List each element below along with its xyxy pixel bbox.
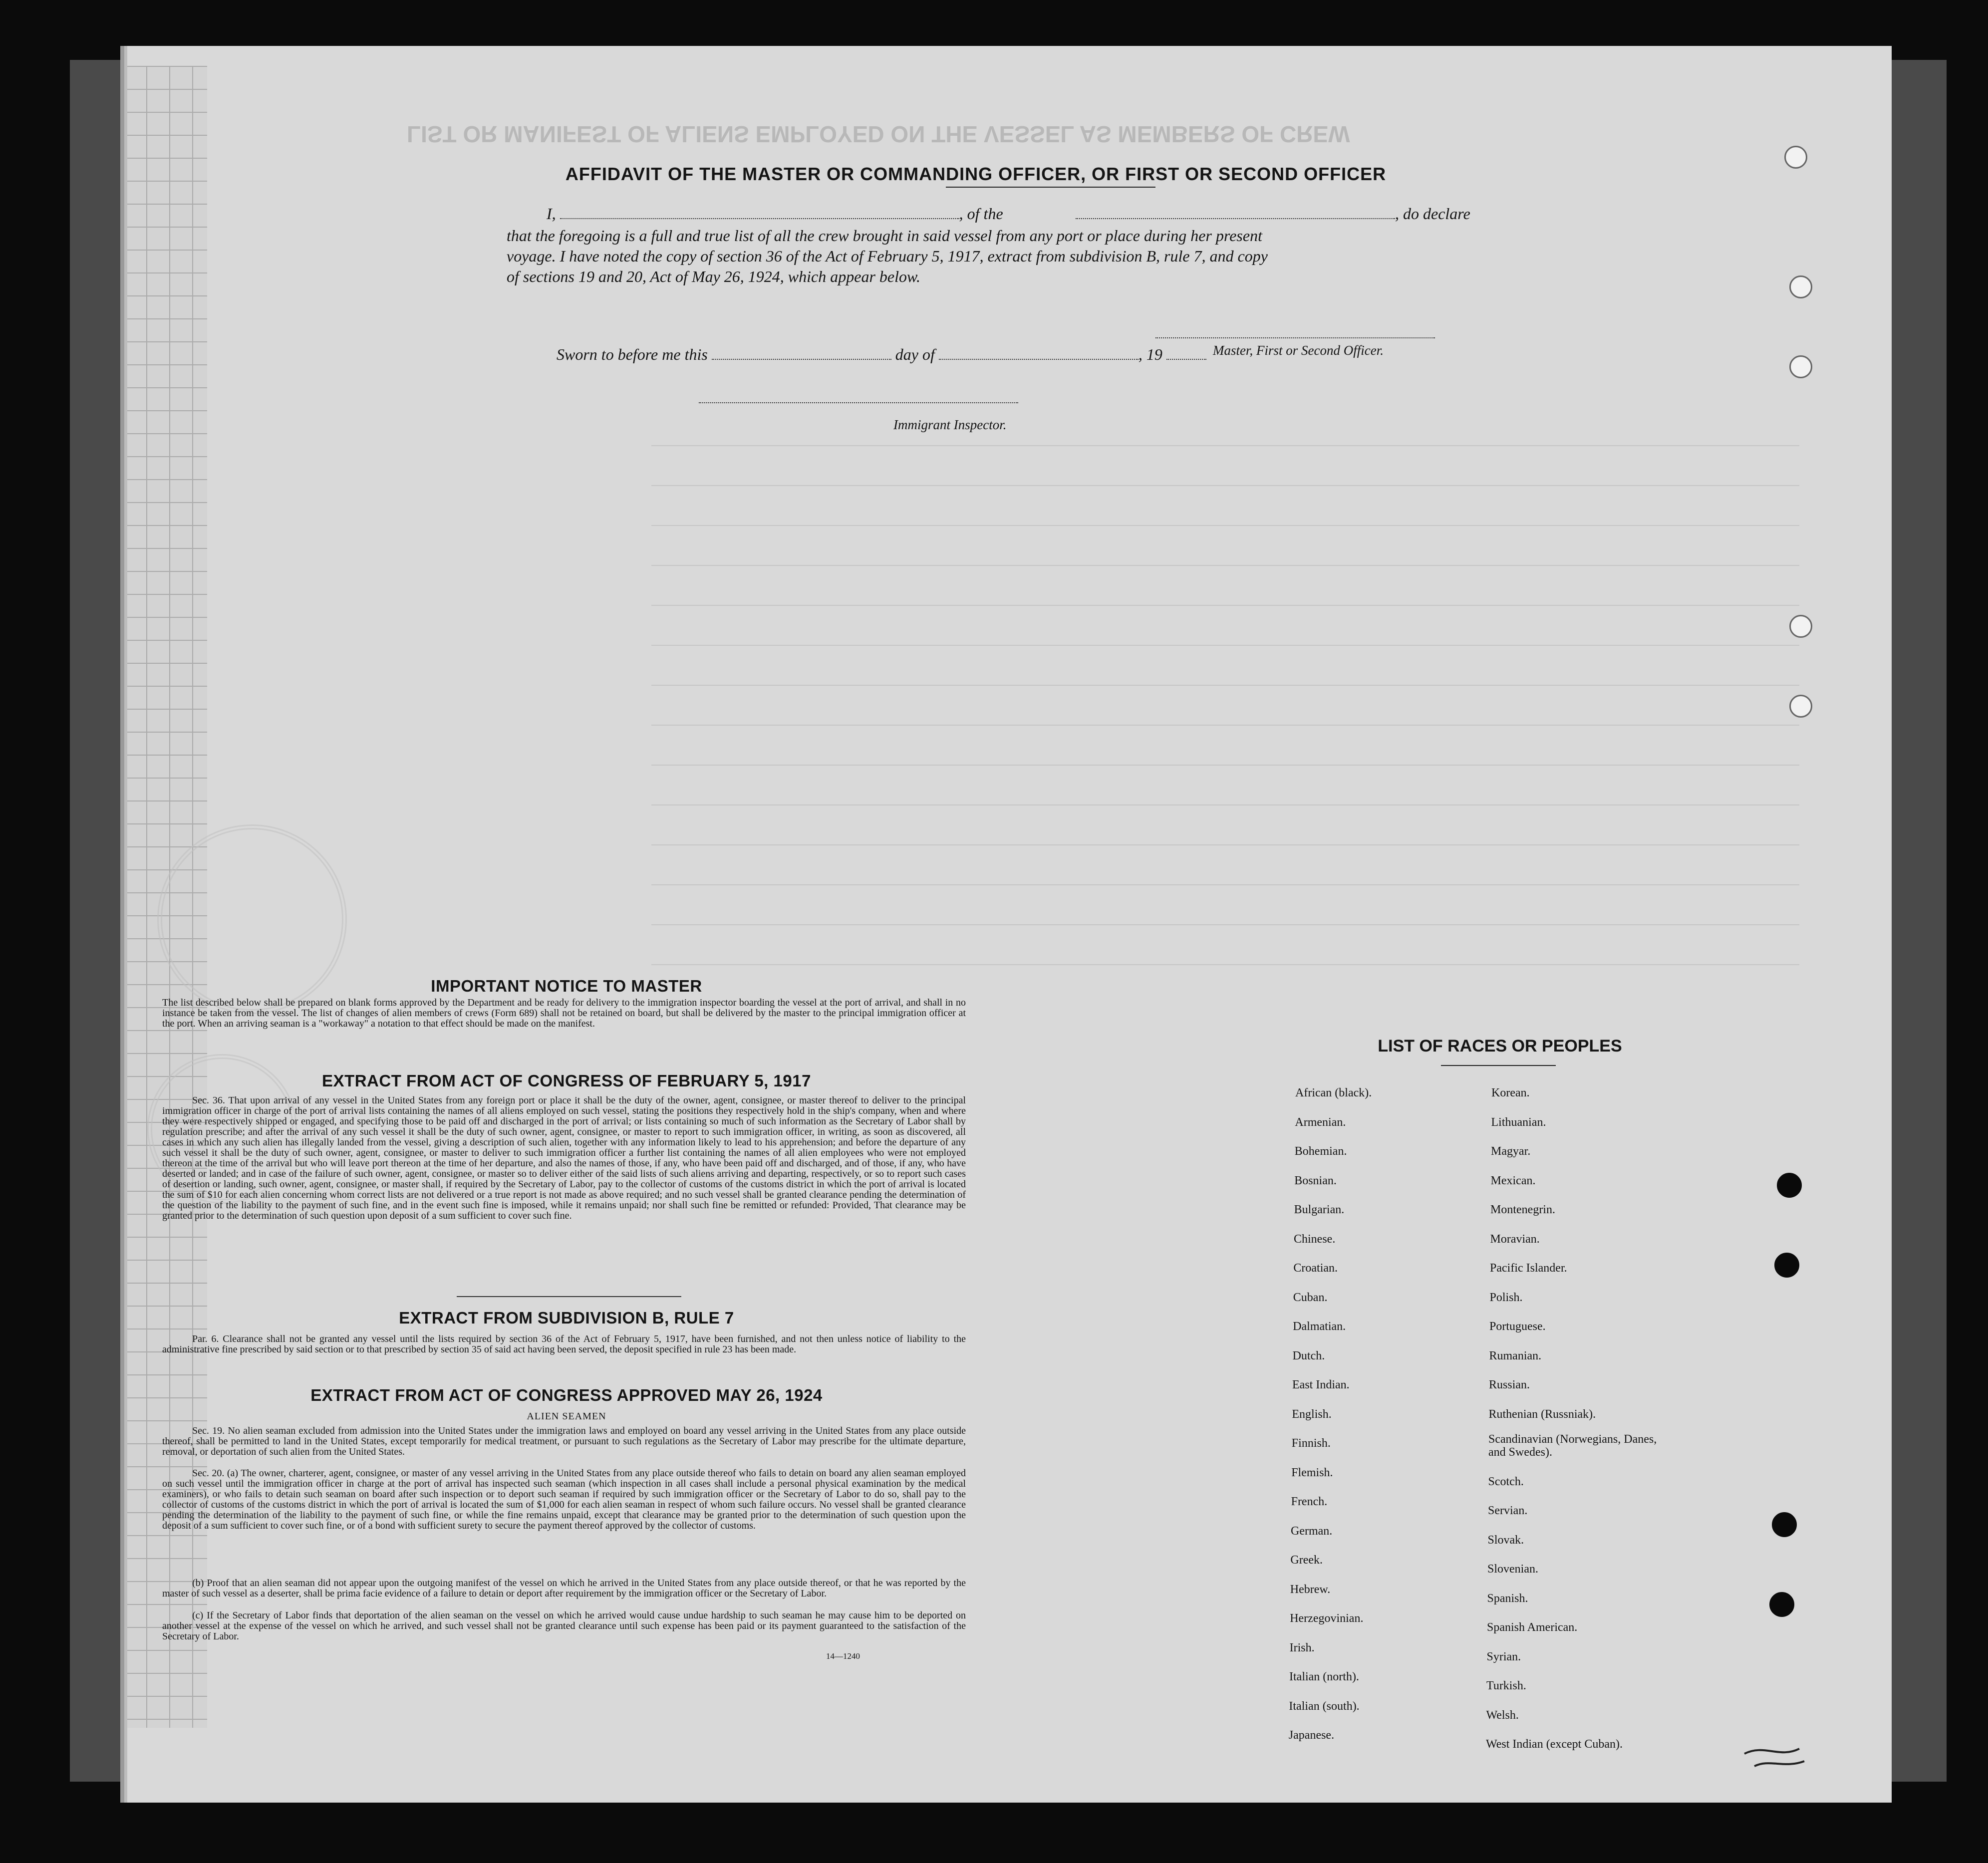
affidavit-do-declare: , do declare <box>1395 205 1470 223</box>
master-signature-line <box>1155 336 1435 338</box>
race-item: Italian (north). <box>1289 1670 1359 1683</box>
race-item: Italian (south). <box>1289 1699 1360 1713</box>
affidavit-line-1 <box>547 205 1003 223</box>
punch-hole <box>1789 695 1812 718</box>
bleed-through-row <box>651 685 1799 686</box>
race-item: Flemish. <box>1291 1466 1333 1479</box>
race-item: Japanese. <box>1288 1729 1335 1742</box>
master-signature-label: Master, First or Second Officer. <box>1213 343 1384 358</box>
race-item: Pacific Islander. <box>1490 1262 1567 1275</box>
race-item: Bohemian. <box>1294 1145 1347 1158</box>
bleed-through-row <box>651 645 1799 646</box>
race-item: Portuguese. <box>1489 1320 1546 1333</box>
race-item: Spanish. <box>1487 1592 1528 1605</box>
race-item: Spanish American. <box>1487 1621 1578 1634</box>
race-item: Finnish. <box>1291 1437 1331 1450</box>
race-item: Slovak. <box>1487 1533 1524 1547</box>
bleed-through-row <box>651 964 1799 965</box>
race-item: French. <box>1291 1495 1328 1508</box>
affidavit-title: AFFIDAVIT OF THE MASTER OR COMMANDING OFFICER, OR FIRST OR SECOND OFFICER <box>565 164 1387 184</box>
bleed-through-row <box>651 765 1799 766</box>
punch-hole <box>1774 1253 1799 1278</box>
sworn-day-blank <box>712 348 891 360</box>
race-item: African (black). <box>1295 1086 1372 1099</box>
race-item: Ruthenian (Russniak). <box>1488 1407 1596 1421</box>
bleed-through-row <box>651 924 1799 925</box>
punch-hole <box>1784 146 1807 169</box>
race-item: Welsh. <box>1486 1708 1519 1722</box>
punch-hole <box>1769 1592 1794 1617</box>
alien-seamen-subtitle: ALIEN SEAMEN <box>527 1411 606 1422</box>
affidavit-line2-text: that the foregoing is a full and true list of all the crew brought in said vessel from any port or place during her present <box>507 227 1262 245</box>
affidavit-title-rule <box>946 187 1155 188</box>
race-item: Dutch. <box>1292 1349 1325 1362</box>
affidavit-line-2 <box>507 227 1555 245</box>
race-item: Mexican. <box>1490 1174 1536 1187</box>
race-item: Lithuanian. <box>1491 1115 1546 1129</box>
bleed-through-row <box>651 485 1799 486</box>
punch-hole <box>1789 615 1812 638</box>
vessel-name-blank <box>1076 207 1395 219</box>
bleed-through-row <box>651 525 1799 526</box>
bleed-through-row <box>651 445 1799 446</box>
punch-hole <box>1777 1173 1802 1198</box>
affidavit-line-3: voyage. I have noted the copy of section 36 of the Act of February 5, 1917, extract from subdivision B, rule 7, and copy <box>507 247 1268 265</box>
race-item: Turkish. <box>1486 1679 1526 1692</box>
race-item: Scandinavian (Norwegians, Danes, and Swedes). <box>1488 1433 1657 1459</box>
race-item: Russian. <box>1489 1378 1530 1391</box>
affidavit-line-4: of sections 19 and 20, Act of May 26, 1924, which appear below. <box>507 267 920 285</box>
bleed-through-row <box>651 605 1799 606</box>
form-number: 14—1240 <box>826 1651 860 1661</box>
extract-1924-title: EXTRACT FROM ACT OF CONGRESS APPROVED MAY 26, 1924 <box>310 1386 823 1404</box>
race-item: Scotch. <box>1488 1475 1524 1488</box>
race-item: Slovenian. <box>1487 1563 1538 1576</box>
race-item: Moravian. <box>1490 1232 1540 1246</box>
sec20b-body: (b) Proof that an alien seaman did not appear upon the outgoing manifest of the vessel on which he arrived in the United States from any place outside thereof, or that he was reported by the master of such vessel as a deserter, shall be prima facie evidence of a failure to detain or deport after requirement by the immigration officer or the Secretary of Labor. <box>162 1578 966 1599</box>
pencil-mark <box>1739 1739 1809 1774</box>
race-item: Rumanian. <box>1489 1349 1542 1362</box>
bleed-through-row <box>651 804 1799 805</box>
sec19-body: Sec. 19. No alien seaman excluded from admission into the United States under the immigration laws and employed on board any vessel arriving in the United States from any place outside thereof, shall be permitted to land in the United States, except temporarily for medical treatment, or pursuant to such regulations as the Secretary of Labor may prescribe for the ultimate departure, removal, or deportation of such alien from the United States. <box>162 1425 966 1457</box>
sworn-day-of: day of <box>895 345 935 363</box>
race-item: Greek. <box>1290 1554 1323 1567</box>
bleed-through-row <box>651 725 1799 726</box>
inspector-signature-line <box>699 401 1018 403</box>
affidavit-vessel-line <box>1076 205 1470 223</box>
race-item: Polish. <box>1489 1291 1523 1304</box>
affidavit-i-label: I, <box>547 205 556 223</box>
race-item: German. <box>1291 1524 1333 1538</box>
bleed-through-header: LIST OR MANIFEST OF ALIENS EMPLOYED ON THE VESSEL AS MEMBERS OF CREW <box>407 121 1350 147</box>
section-divider <box>457 1296 681 1297</box>
race-item: Cuban. <box>1293 1291 1328 1304</box>
race-item: West Indian (except Cuban). <box>1486 1738 1623 1751</box>
race-item: English. <box>1292 1407 1332 1421</box>
race-item: Korean. <box>1491 1086 1530 1099</box>
punch-hole <box>1789 355 1812 378</box>
punch-hole <box>1772 1512 1797 1537</box>
race-item: Dalmatian. <box>1293 1320 1346 1333</box>
extract-1917-title: EXTRACT FROM ACT OF CONGRESS OF FEBRUARY 5, 1917 <box>322 1071 811 1090</box>
sec20c-body: (c) If the Secretary of Labor finds that deportation of the alien seaman on the vessel on which he arrived would cause undue hardship to such seaman he may cause him to be deported on another vessel at the expense of the vessel on which he arrived, and such vessel shall not be granted clearance until such expense has been paid or its payment guaranteed to the satisfaction of the Secretary of Labor. <box>162 1610 966 1642</box>
sworn-year-prefix: , 19 <box>1138 345 1162 363</box>
bleed-through-row <box>651 884 1799 885</box>
race-item: Herzegovinian. <box>1290 1612 1364 1625</box>
races-title-rule <box>1441 1065 1556 1066</box>
notice-title: IMPORTANT NOTICE TO MASTER <box>431 977 702 995</box>
bleed-through-row <box>651 565 1799 566</box>
race-item: Syrian. <box>1486 1650 1521 1663</box>
sworn-month-blank <box>939 348 1138 360</box>
extract-1917-body: Sec. 36. That upon arrival of any vessel in the United States from any foreign port or place it shall be the duty of the owner, agent, consignee, or master thereof to deliver to the principal immigration officer in charge of the port of arrival lists containing the names of all aliens employed on such vessel, stating the positions they respectively hold in the ship's company, when and where they were respectively shipped or engaged, and specifying those to be paid off and discharged in the port of arrival; or lists containing so much of such information as the Secretary of Labor shall by regulation prescribe; and after the arrival of any such vessel it shall be the duty of such owner, agent, consignee, or master to report to such immigration officer, in writing, as soon as discovered, all cases in which any such alien has illegally landed from the vessel, giving a description of such alien, together with any information likely to lead to his apprehension; and before the departure of any such vessel it shall be the duty of such owner, agent, consignee, or master to deliver to such immigration officer a further list containing the names of all alien employees who were not employed thereon at the time of the arrival but who will leave port thereon at the time of her departure, and also the names of those, if any, who have been paid off and discharged, and of those, if any, who have deserted or landed; and in case of the failure of such owner, agent, consignee, or master so to deliver either of the said lists of such aliens arriving and departing, respectively, or so to report such cases of desertion or landing, such owner, agent, consignee, or master shall, if required by the Secretary of Labor, pay to the collector of customs of the customs district in which the port of arrival is located the sum of $10 for each alien concerning whom correct lists are not delivered or a true report is not made as above required; and no such vessel shall be granted clearance pending the determination of the question of the liability to the payment of such fine, and in the event such fine is imposed, while it remains unpaid; nor shall such fine be remitted or refunded: Provided, That clearance may be granted prior to the determination of such question upon deposit of a sum sufficient to cover such fine. <box>162 1095 966 1221</box>
manifest-page <box>127 46 1892 1803</box>
inspector-signature-label: Immigrant Inspector. <box>893 417 1007 432</box>
race-item: Montenegrin. <box>1490 1203 1555 1216</box>
races-title: LIST OF RACES OR PEOPLES <box>1378 1037 1622 1056</box>
sworn-line <box>557 345 1206 364</box>
race-item: Armenian. <box>1295 1115 1346 1129</box>
race-item: Magyar. <box>1491 1145 1531 1158</box>
race-item: Hebrew. <box>1290 1583 1331 1596</box>
race-item: Croatian. <box>1293 1262 1338 1275</box>
race-item: Bulgarian. <box>1294 1203 1345 1216</box>
rule7-body: Par. 6. Clearance shall not be granted any vessel until the lists required by section 36 of the Act of February 5, 1917, have been furnished, and not then unless notice of liability to the administrative fine prescribed by said section or to that prescribed by section 35 of said act having been served, the deposit specified in rule 23 has been made. <box>162 1333 966 1355</box>
race-item: East Indian. <box>1292 1378 1350 1391</box>
bleed-through-row <box>651 844 1799 845</box>
sworn-label: Sworn to before me this <box>557 345 708 363</box>
sec20a-body: Sec. 20. (a) The owner, charterer, agent, consignee, or master of any vessel arriving in the United States from any place outside thereof who fails to detain on board any alien seaman employed on such vessel until the immigration officer in charge at the port of arrival has inspected such seaman (which inspection in all cases shall include a personal physical examination by the medical examiners), or who fails to detain such seaman on board after such inspection or to deport such seaman if required by such immigration officer or the Secretary of Labor to do so, shall pay to the collector of customs of the customs district in which the port of arrival is located the sum of $1,000 for each alien seaman in respect of whom such failure occurs. No vessel shall be granted clearance pending the determination of the liability to the payment of such fine, or while the fine remains unpaid, except that clearance may be granted prior to the determination of such question upon the deposit of a sum sufficient to cover such fine, or of a bond with sufficient surety to secure the payment thereof approved by the collector of customs. <box>162 1468 966 1531</box>
punch-hole <box>1789 275 1812 298</box>
race-item: Irish. <box>1289 1641 1315 1654</box>
race-item: Chinese. <box>1294 1232 1336 1246</box>
race-item: Bosnian. <box>1294 1174 1337 1187</box>
affidavit-of-the: , of the <box>959 205 1003 223</box>
race-item: Servian. <box>1488 1504 1528 1517</box>
notice-body: The list described below shall be prepared on blank forms approved by the Department and be ready for delivery to the immigration inspector boarding the vessel at the port of arrival, and shall in no instance be taken from the vessel. The list of changes of alien members of crews (Form 689) shall not be retained on board, but shall be delivered by the master to the principal immigration officer at the port. When an arriving seaman is a "workaway" a notation to that effect should be made on the manifest. <box>162 997 966 1029</box>
rule7-title: EXTRACT FROM SUBDIVISION B, RULE 7 <box>399 1309 734 1327</box>
master-name-blank <box>560 207 959 219</box>
sworn-year-blank <box>1166 348 1206 360</box>
